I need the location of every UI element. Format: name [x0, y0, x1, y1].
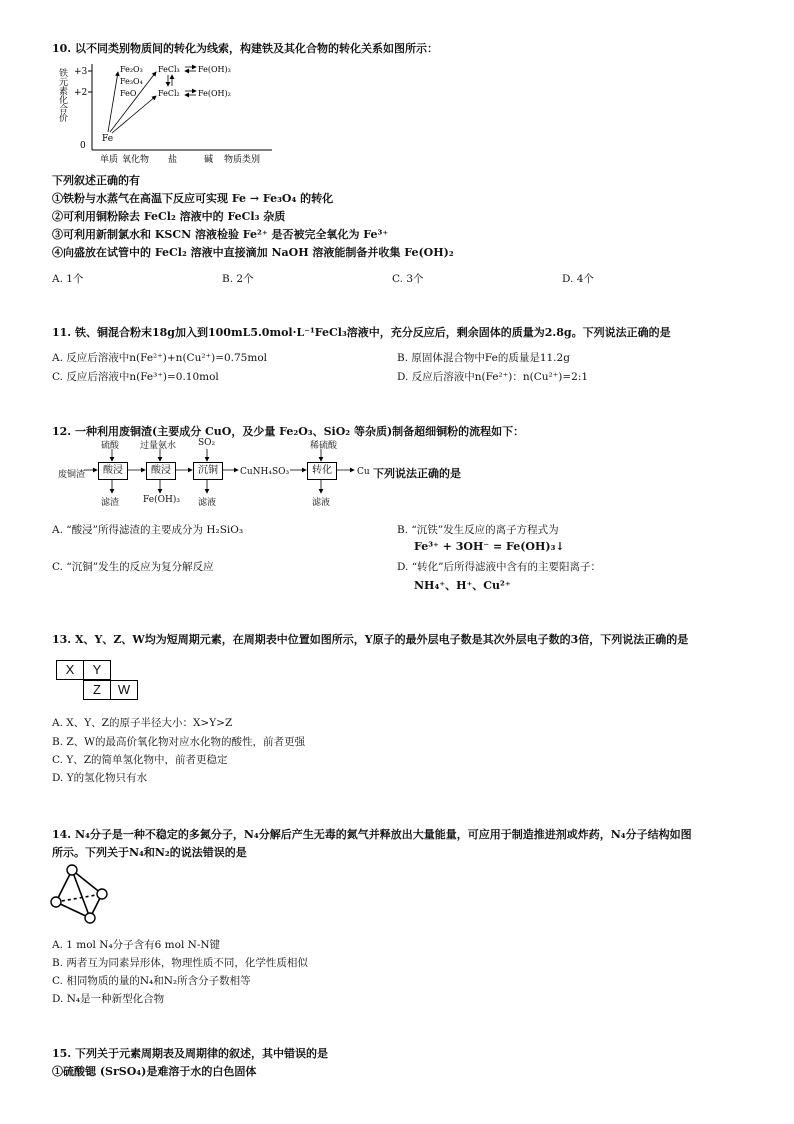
q10-stem: [52, 40, 438, 56]
q10-statement-2: ②可利用铜粉除去 FeCl₂ 溶液中的 FeCl₃ 杂质: [52, 210, 286, 223]
flow-intermediate: CuNH₄SO₃: [240, 467, 290, 477]
flow-start: 废铜渣: [58, 470, 86, 480]
x-tick-base: 碱: [204, 155, 214, 165]
flow-byproduct-3: 滤液: [198, 498, 217, 508]
q10-diagram: [52, 58, 292, 170]
q13-number: 13.: [52, 633, 72, 646]
q13-option-a[interactable]: A. X、Y、Z的原子半径大小：X>Y>Z: [52, 717, 233, 729]
flow-byproduct-2: Fe(OH)₃: [143, 495, 180, 505]
flow-byproduct-4: 滤液: [312, 498, 331, 508]
q11-option-d[interactable]: D. 反应后溶液中n(Fe²⁺)：n(Cu²⁺)=2:1: [397, 371, 589, 383]
cell-y: Y: [83, 660, 111, 680]
q13-option-b[interactable]: B. Z、W的最高价氧化物对应水化物的酸性，前者更强: [52, 736, 305, 748]
y-tick-plus2: +2: [74, 88, 88, 98]
q11-number: 11.: [52, 326, 72, 339]
flow-box-1: 酸浸: [98, 462, 128, 480]
q13-stem-text: X、Y、Z、W均为短周期元素，在周期表中位置如图所示，Y原子的最外层电子数是其次外层电子数的3倍，下列说法正确的是: [74, 633, 689, 646]
q11-option-a[interactable]: A. 反应后溶液中n(Fe²⁺)+n(Cu²⁺)=0.75mol: [52, 352, 268, 364]
q10-number: 10.: [52, 42, 72, 55]
q10-statement-3: ③可利用新制氯水和 KSCN 溶液检验 Fe²⁺ 是否被完全氧化为 Fe³⁺: [52, 228, 389, 241]
flow-byproduct-1: 滤渣: [101, 498, 120, 508]
q12-tail: 下列说法正确的是: [373, 467, 461, 480]
node-feoh3: Fe(OH)₃: [198, 65, 231, 74]
flow-reagent-3: SO₂: [198, 438, 216, 448]
x-axis-label: 物质类别: [224, 155, 261, 165]
q10-option-b[interactable]: B. 2个: [222, 273, 254, 285]
q10-option-d[interactable]: D. 4个: [562, 273, 594, 285]
cell-z: Z: [83, 680, 111, 700]
q15-statement-1: ①硫酸锶 (SrSO₄)是难溶于水的白色固体: [52, 1065, 257, 1078]
y-axis-label: 铁元素化合价: [57, 68, 67, 122]
q14-option-a[interactable]: A. 1 mol N₄分子含有6 mol N-N键: [52, 939, 221, 951]
q11-option-b[interactable]: B. 原固体混合物中Fe的质量是11.2g: [397, 352, 570, 364]
q14-option-b[interactable]: B. 两者互为同素异形体，物理性质不同，化学性质相似: [52, 957, 308, 969]
node-feo: FeO: [120, 89, 137, 98]
q10-stem-text: 以不同类别物质间的转化为线索，构建铁及其化合物的转化关系如图所示：: [74, 42, 438, 55]
q10-statement-1: ①铁粉与水蒸气在高温下反应可实现 Fe → Fe₃O₄ 的转化: [52, 192, 334, 205]
q10-prompt: 下列叙述正确的有: [52, 174, 140, 187]
q14-number: 14.: [52, 828, 72, 841]
flow-reagent-1: 硫酸: [101, 441, 120, 451]
flow-reagent-2: 过量氨水: [140, 441, 177, 451]
y-tick-zero: 0: [80, 141, 86, 151]
x-tick-salt: 盐: [168, 155, 178, 165]
q14-stem-text: N₄分子是一种不稳定的多氮分子，N₄分解后产生无毒的氮气并释放出大量能量，可应用于制造推进剂或炸药，N₄分子结构如图: [74, 828, 692, 841]
flow-box-4: 转化: [307, 462, 337, 480]
q12-option-b[interactable]: B. “沉铁”发生反应的离子方程式为: [397, 524, 559, 536]
node-fe2o3: Fe₂O₃: [120, 65, 143, 74]
flow-arrows: [50, 436, 380, 506]
q15-stem-text: 下列关于元素周期表及周期律的叙述，其中错误的是: [74, 1047, 328, 1060]
q15-number: 15.: [52, 1047, 72, 1060]
q11-option-c[interactable]: C. 反应后溶液中n(Fe³⁺)=0.10mol: [52, 371, 219, 383]
q13-stem: [52, 631, 688, 647]
node-feoh2: Fe(OH)₂: [198, 89, 231, 98]
q12-option-d[interactable]: D. “转化”后所得滤液中含有的主要阳离子：: [397, 561, 601, 573]
q11-stem-text: 铁、铜混合粉末18g加入到100mL5.0mol·L⁻¹FeCl₃溶液中，充分反应后，剩余固体的质量为2.8g。下列说法正确的是: [74, 326, 671, 339]
q12-option-a[interactable]: A. “酸浸”所得滤渣的主要成分为 H₂SiO₃: [52, 524, 244, 536]
flow-reagent-4: 稀硫酸: [310, 441, 338, 451]
node-fe3o4: Fe₃O₄: [120, 77, 143, 86]
q14-stem-line1: [52, 826, 692, 842]
q10-option-c[interactable]: C. 3个: [392, 273, 424, 285]
q12-option-c[interactable]: C. “沉铜”发生的反应为复分解反应: [52, 561, 214, 573]
flow-box-3: 沉铜: [193, 462, 223, 480]
flow-box-2: 酸浸: [146, 462, 176, 480]
q10-statement-4: ④向盛放在试管中的 FeCl₂ 溶液中直接滴加 NaOH 溶液能制备并收集 Fe(OH)₂: [52, 246, 454, 259]
q12-stem-text: 一种利用废铜渣(主要成分 CuO，及少量 Fe₂O₃、SiO₂ 等杂质)制备超细铜粉的流程如下：: [74, 425, 525, 438]
cell-w: W: [110, 680, 138, 700]
q14-stem-line2: 所示。下列关于N₄和N₂的说法错误的是: [52, 846, 247, 859]
q14-option-d[interactable]: D. N₄是一种新型化合物: [52, 993, 165, 1005]
q11-stem: [52, 324, 671, 340]
q10-option-a[interactable]: A. 1个: [52, 273, 84, 285]
x-tick-oxide: 氧化物: [122, 155, 150, 165]
cell-x: X: [56, 660, 84, 680]
n4-structure-diagram: [50, 860, 110, 926]
q13-option-d[interactable]: D. Y的氢化物只有水: [52, 772, 148, 784]
flow-end: Cu: [357, 467, 370, 477]
y-tick-plus3: +3: [74, 67, 88, 77]
q12-option-d-ions: NH₄⁺、H⁺、Cu²⁺: [414, 579, 511, 592]
q12-number: 12.: [52, 425, 72, 438]
node-fe: Fe: [102, 134, 114, 144]
q14-option-c[interactable]: C. 相同物质的量的N₄和N₂所含分子数相等: [52, 975, 251, 987]
q13-option-c[interactable]: C. Y、Z的简单氢化物中，前者更稳定: [52, 754, 228, 766]
node-fecl2: FeCl₂: [158, 89, 180, 98]
x-tick-elemental: 单质: [100, 155, 119, 165]
q12-option-b-equation: Fe³⁺ + 3OH⁻ = Fe(OH)₃↓: [414, 540, 565, 553]
node-fecl3: FeCl₃: [158, 65, 180, 74]
q15-stem: [52, 1045, 328, 1061]
